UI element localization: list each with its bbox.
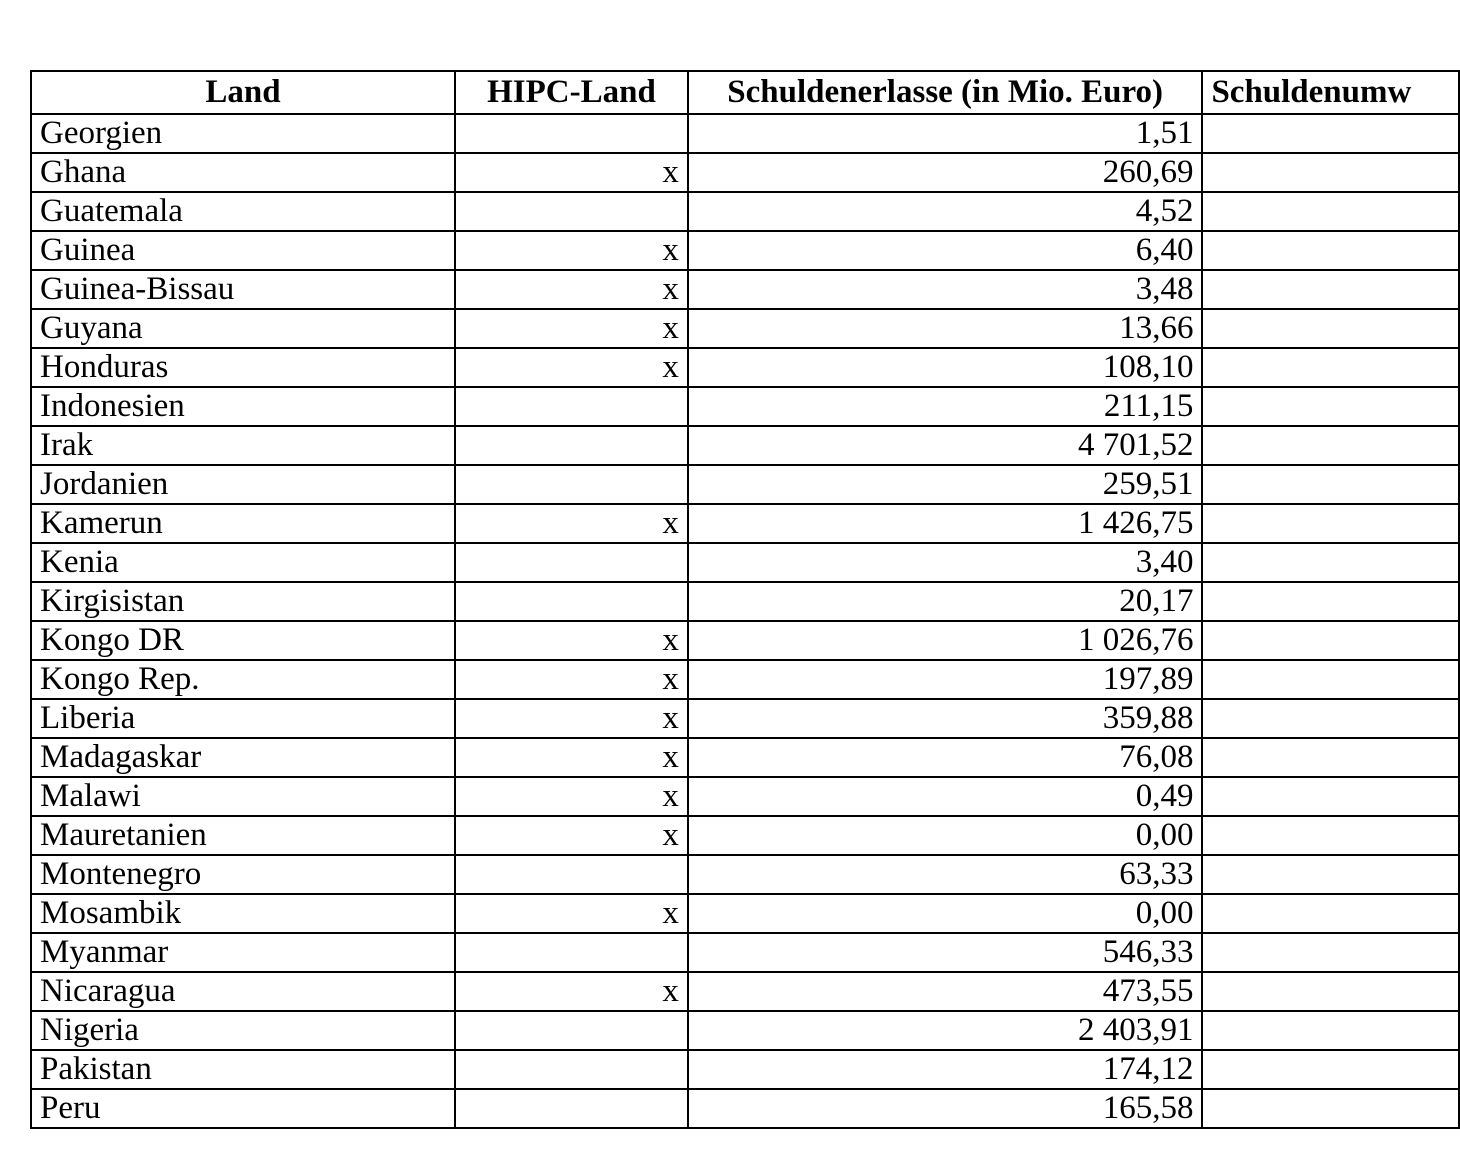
cell-erlass: 546,33 <box>688 933 1203 972</box>
cell-umw <box>1202 777 1459 816</box>
table-row <box>31 777 1459 816</box>
cell-umw <box>1202 855 1459 894</box>
table-row <box>31 465 1459 504</box>
table-row <box>31 855 1459 894</box>
table-row <box>31 426 1459 465</box>
table-row <box>31 738 1459 777</box>
header-umw: Schuldenumw <box>1202 71 1459 114</box>
cell-land: Myanmar <box>31 933 455 972</box>
table-row <box>31 270 1459 309</box>
table-row <box>31 816 1459 855</box>
cell-erlass: 2 403,91 <box>688 1011 1203 1050</box>
header-erlass: Schuldenerlasse (in Mio. Euro) <box>688 71 1203 114</box>
cell-umw <box>1202 231 1459 270</box>
cell-erlass: 1 026,76 <box>688 621 1203 660</box>
cell-erlass: 63,33 <box>688 855 1203 894</box>
table-row <box>31 933 1459 972</box>
cell-hipc: x <box>455 660 688 699</box>
cell-land: Honduras <box>31 348 455 387</box>
cell-erlass: 13,66 <box>688 309 1203 348</box>
cell-hipc <box>455 387 688 426</box>
cell-umw <box>1202 1011 1459 1050</box>
cell-umw <box>1202 192 1459 231</box>
cell-hipc: x <box>455 621 688 660</box>
cell-umw <box>1202 738 1459 777</box>
table-row <box>31 114 1459 153</box>
table-row <box>31 348 1459 387</box>
cell-land: Madagaskar <box>31 738 455 777</box>
cell-land: Jordanien <box>31 465 455 504</box>
cell-umw <box>1202 816 1459 855</box>
cell-erlass: 3,40 <box>688 543 1203 582</box>
cell-erlass: 3,48 <box>688 270 1203 309</box>
table-row <box>31 504 1459 543</box>
cell-erlass: 0,00 <box>688 816 1203 855</box>
table-row <box>31 543 1459 582</box>
cell-land: Peru <box>31 1089 455 1128</box>
table-row <box>31 309 1459 348</box>
cell-hipc: x <box>455 153 688 192</box>
table-row <box>31 231 1459 270</box>
table-header-row <box>31 71 1459 114</box>
cell-umw <box>1202 426 1459 465</box>
cell-hipc: x <box>455 816 688 855</box>
cell-erlass: 6,40 <box>688 231 1203 270</box>
cell-erlass: 0,00 <box>688 894 1203 933</box>
cell-hipc <box>455 543 688 582</box>
cell-erlass: 20,17 <box>688 582 1203 621</box>
cell-land: Indonesien <box>31 387 455 426</box>
cell-umw <box>1202 543 1459 582</box>
table-row <box>31 972 1459 1011</box>
table-body <box>31 114 1459 1128</box>
cell-umw <box>1202 933 1459 972</box>
cell-erlass: 174,12 <box>688 1050 1203 1089</box>
cell-umw <box>1202 309 1459 348</box>
cell-umw <box>1202 621 1459 660</box>
cell-umw <box>1202 348 1459 387</box>
cell-erlass: 259,51 <box>688 465 1203 504</box>
cell-hipc: x <box>455 777 688 816</box>
cell-land: Georgien <box>31 114 455 153</box>
cell-hipc: x <box>455 309 688 348</box>
cell-erlass: 197,89 <box>688 660 1203 699</box>
cell-land: Guatemala <box>31 192 455 231</box>
cell-umw <box>1202 465 1459 504</box>
cell-umw <box>1202 1089 1459 1128</box>
debt-relief-table <box>30 70 1460 1129</box>
cell-hipc <box>455 1050 688 1089</box>
table-row <box>31 1011 1459 1050</box>
cell-erlass: 211,15 <box>688 387 1203 426</box>
cell-land: Malawi <box>31 777 455 816</box>
cell-umw <box>1202 504 1459 543</box>
cell-hipc <box>455 933 688 972</box>
cell-erlass: 4,52 <box>688 192 1203 231</box>
cell-hipc: x <box>455 894 688 933</box>
cell-erlass: 473,55 <box>688 972 1203 1011</box>
cell-land: Mosambik <box>31 894 455 933</box>
header-hipc: HIPC-Land <box>455 71 688 114</box>
cell-umw <box>1202 972 1459 1011</box>
cell-land: Liberia <box>31 699 455 738</box>
cell-land: Guinea <box>31 231 455 270</box>
cell-umw <box>1202 699 1459 738</box>
cell-erlass: 165,58 <box>688 1089 1203 1128</box>
cell-land: Kongo Rep. <box>31 660 455 699</box>
cell-hipc <box>455 465 688 504</box>
cell-erlass: 260,69 <box>688 153 1203 192</box>
table-row <box>31 1089 1459 1128</box>
cell-land: Mauretanien <box>31 816 455 855</box>
table-row <box>31 1050 1459 1089</box>
cell-erlass: 1 426,75 <box>688 504 1203 543</box>
cell-erlass: 1,51 <box>688 114 1203 153</box>
cell-hipc: x <box>455 348 688 387</box>
cell-hipc: x <box>455 270 688 309</box>
cell-land: Guinea-Bissau <box>31 270 455 309</box>
table-row <box>31 192 1459 231</box>
cell-erlass: 359,88 <box>688 699 1203 738</box>
cell-erlass: 0,49 <box>688 777 1203 816</box>
cell-umw <box>1202 387 1459 426</box>
cell-umw <box>1202 114 1459 153</box>
cell-land: Nigeria <box>31 1011 455 1050</box>
cell-umw <box>1202 270 1459 309</box>
cell-erlass: 108,10 <box>688 348 1203 387</box>
cell-hipc <box>455 582 688 621</box>
cell-erlass: 76,08 <box>688 738 1203 777</box>
cell-land: Kenia <box>31 543 455 582</box>
table-row <box>31 660 1459 699</box>
table-row <box>31 621 1459 660</box>
table-row <box>31 699 1459 738</box>
cell-hipc <box>455 426 688 465</box>
cell-hipc: x <box>455 972 688 1011</box>
cell-hipc: x <box>455 231 688 270</box>
table-row <box>31 894 1459 933</box>
cell-hipc <box>455 855 688 894</box>
cell-hipc: x <box>455 738 688 777</box>
cell-hipc <box>455 114 688 153</box>
cell-land: Irak <box>31 426 455 465</box>
cell-umw <box>1202 1050 1459 1089</box>
cell-land: Kirgisistan <box>31 582 455 621</box>
cell-land: Nicaragua <box>31 972 455 1011</box>
cell-hipc <box>455 1011 688 1050</box>
table-row <box>31 582 1459 621</box>
cell-hipc: x <box>455 504 688 543</box>
cell-land: Montenegro <box>31 855 455 894</box>
cell-umw <box>1202 153 1459 192</box>
cell-erlass: 4 701,52 <box>688 426 1203 465</box>
cell-hipc <box>455 192 688 231</box>
header-land: Land <box>31 71 455 114</box>
table-row <box>31 387 1459 426</box>
cell-land: Guyana <box>31 309 455 348</box>
cell-umw <box>1202 894 1459 933</box>
cell-umw <box>1202 660 1459 699</box>
cell-land: Kongo DR <box>31 621 455 660</box>
table-row <box>31 153 1459 192</box>
cell-hipc <box>455 1089 688 1128</box>
cell-hipc: x <box>455 699 688 738</box>
cell-land: Kamerun <box>31 504 455 543</box>
cell-umw <box>1202 582 1459 621</box>
cell-land: Ghana <box>31 153 455 192</box>
cell-land: Pakistan <box>31 1050 455 1089</box>
